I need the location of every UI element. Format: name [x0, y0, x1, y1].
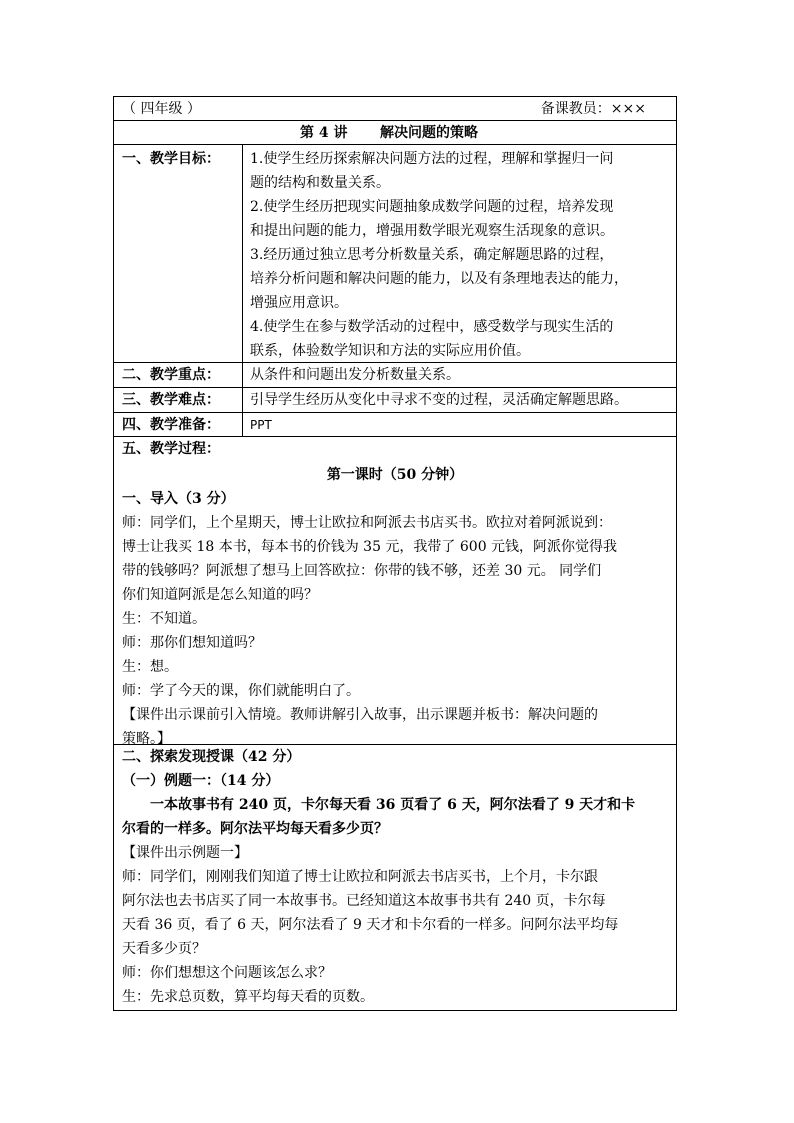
objective-line: 1.使学生经历探索解决问题方法的过程，理解和掌握归一问 [250, 151, 614, 167]
intro-line: 【课件出示课前引入情境。教师讲解引入故事，出示课题并板书：解决问题的 [122, 707, 598, 723]
intro-line: 师：同学们，上个星期天，博士让欧拉和阿派去书店买书。欧拉对着阿派说到： [122, 515, 612, 531]
difficulty-label: 三、教学难点： [122, 392, 220, 408]
intro-line: 生：不知道。 [122, 611, 206, 627]
intro-line: 策略。】 [122, 731, 171, 747]
explore-line: 天看 36 页，看了 6 天，阿尔法看了 9 天才和卡尔看的一样多。问阿尔法平均每 [122, 917, 619, 933]
lesson-title-row [114, 121, 676, 145]
explore-line: 生：先求总页数，算平均每天看的页数。 [122, 989, 374, 1005]
process-row [114, 437, 676, 745]
explore-section [122, 745, 668, 1009]
difficulty-text: 引导学生经历从变化中寻求不变的过程，灵活确定解题思路。 [250, 392, 628, 408]
intro-heading: 一、导入（3 分） [122, 491, 235, 507]
problem-line: 尔看的一样多。阿尔法平均每天看多少页？ [122, 821, 388, 837]
process-label: 五、教学过程： [122, 441, 220, 457]
explore-line: 师：同学们，刚刚我们知道了博士让欧拉和阿派去书店买书，上个月，卡尔跟 [122, 869, 598, 885]
objective-line: 增强应用意识。 [250, 295, 348, 311]
explore-line: 【课件出示例题一】 [122, 845, 248, 861]
explore-line: 师：你们想想这个问题该怎么求？ [122, 965, 332, 981]
objective-line: 培养分析问题和解决问题的能力，以及有条理地表达的能力， [250, 271, 628, 287]
example-heading: （一）例题一：（14 分） [122, 773, 280, 789]
preparation-label: 四、教学准备： [122, 417, 220, 433]
lesson-plan-table [113, 96, 677, 1011]
explore-line: 天看多少页？ [122, 941, 206, 957]
problem-line: 一本故事书有 240 页，卡尔每天看 36 页看了 6 天，阿尔法看了 9 天才和卡 [150, 797, 636, 813]
objectives-text [250, 145, 668, 363]
objective-line: 3.经历通过独立思考分析数量关系，确定解题思路的过程， [250, 247, 614, 263]
objective-line: 和提出问题的能力，增强用数学眼光观察生活现象的意识。 [250, 223, 614, 239]
key-point-label: 二、教学重点： [122, 367, 220, 383]
objective-line: 4.使学生在参与数学活动的过程中，感受数学与现实生活的 [250, 319, 614, 335]
session-title: 第一课时（50 分钟） [326, 467, 464, 483]
preparation-text: PPT [250, 418, 272, 432]
explore-heading: 二、探索发现授课（42 分） [122, 749, 301, 765]
explore-row [114, 745, 676, 1012]
process-section [122, 437, 668, 751]
preparation-row [114, 413, 676, 437]
key-point-row [114, 363, 676, 388]
intro-line: 生：想。 [122, 659, 178, 675]
intro-line: 带的钱够吗？阿派想了想马上回答欧拉：你带的钱不够，还差 30 元。 同学们 [122, 563, 602, 579]
difficulty-row [114, 388, 676, 413]
intro-line: 博士让我买 18 本书，每本书的价钱为 35 元，我带了 600 元钱，阿派你觉得我 [122, 539, 618, 555]
objective-line: 联系，体验数学知识和方法的实际应用价值。 [250, 343, 530, 359]
header-row [114, 97, 676, 121]
intro-line: 你们知道阿派是怎么知道的吗？ [122, 587, 318, 603]
explore-line: 阿尔法也去书店买了同一本故事书。已经知道这本故事书共有 240 页，卡尔每 [122, 893, 606, 909]
key-point-text: 从条件和问题出发分析数量关系。 [250, 367, 460, 383]
intro-line: 师：学了今天的课，你们就能明白了。 [122, 683, 360, 699]
objectives-row [114, 145, 676, 363]
intro-line: 师：那你们想知道吗？ [122, 635, 262, 651]
column-divider [242, 145, 243, 437]
objective-line: 题的结构和数量关系。 [250, 175, 390, 191]
lesson-number: 第 4 讲 [300, 125, 348, 141]
grade-label: （ 四年级 ） [122, 101, 201, 117]
teacher-label: 备课教员：××× [540, 101, 646, 117]
objectives-label: 一、教学目标： [122, 151, 220, 167]
lesson-topic: 解决问题的策略 [380, 125, 478, 141]
objective-line: 2.使学生经历把现实问题抽象成数学问题的过程，培养发现 [250, 199, 614, 215]
